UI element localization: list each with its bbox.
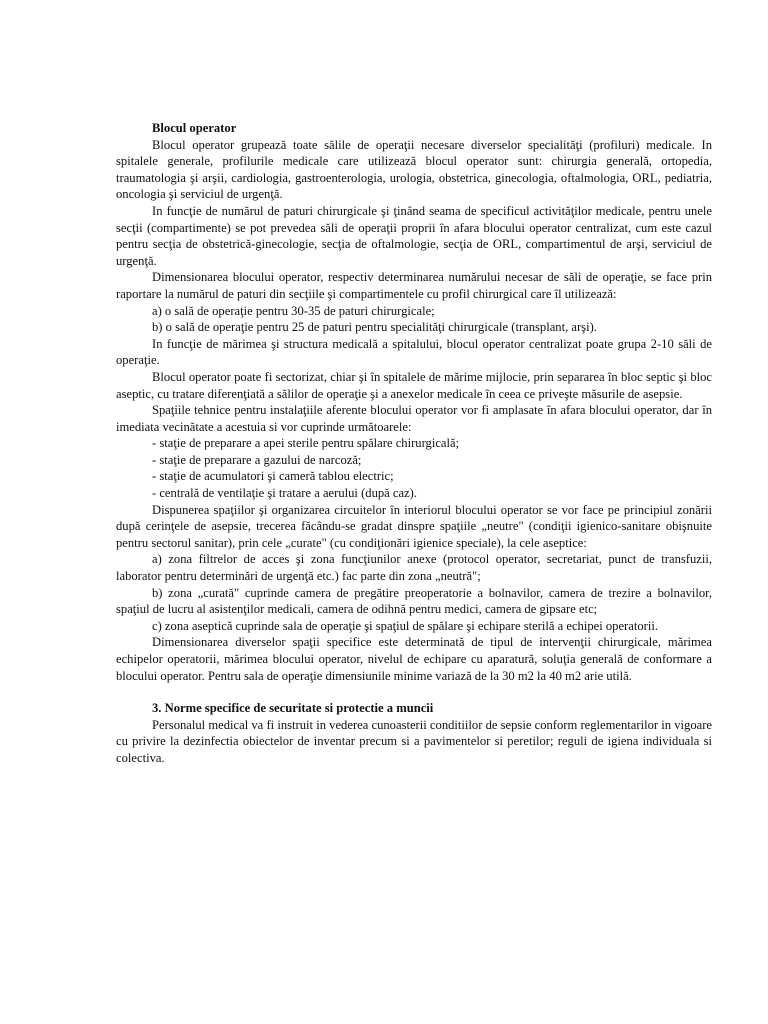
paragraph: Spaţiile tehnice pentru instalaţiile aferente blocului operator vor fi amplasate în afara blocului operator, dar în imediata vecinătate a acestuia si vor cuprinde următoarele:: [116, 403, 712, 434]
section-heading-blocul-operator: Blocul operator: [152, 121, 237, 135]
paragraph: Blocul operator grupează toate sălile de operaţii necesare diverselor specialităţi (profiluri) medicale. In spitalele generale, profilurile medicale care utilizează blocul operator sunt: chirurgia generală, ortopedia, traumatologia şi arşii, cardiologia, gastroenterologia, urologia, obstetrica, ginecologia, oftalmologia, ORL, pediatria, oncologia şi serviciul de urgenţă.: [116, 137, 712, 202]
list-item: - staţie de preparare a gazului de narcoză;: [152, 452, 362, 467]
paragraph: Dimensionarea diverselor spaţii specifice este determinată de tipul de intervenţii chirurgicale, mărimea echipelor operatorii, mărimea blocului operator, nivelul de echipare cu aparatură, soluţia generală de conformare a blocului operator. Pentru sala de operaţie dimensiunile minime variază de la 30 m2 la 40 m2 arie utilă.: [116, 635, 712, 683]
paragraph-item-b: b) zona „curată" cuprinde camera de pregătire preoperatorie a bolnavilor, camera de trezire a bolnavilor, spaţiul de lucru al asistenţilor medicali, camera de odihnă pentru medici, camera de gipsare etc;: [116, 585, 712, 617]
list-item: - centrală de ventilaţie şi tratare a aerului (după caz).: [152, 486, 418, 501]
list-item: - staţie de preparare a apei sterile pentru spălare chirurgicală;: [152, 436, 460, 451]
paragraph: Dispunerea spaţiilor şi organizarea circuitelor în interiorul blocului operator se vor face pe principiul zonării după cerinţele de asepsie, trecerea făcându-se gradat dinspre spaţiile „neutre" (condiţii igienico-sanitare obişnuite pentru sectorul sanitar), prin cele „curate" (cu condiţionări igienice speciale), la cele aseptice:: [116, 502, 712, 550]
paragraph-item-c: c) zona aseptică cuprinde sala de operaţie şi spaţiul de spălare şi echipare sterilă a echipei operatorii.: [152, 618, 658, 633]
paragraph: In funcţie de numărul de paturi chirurgicale şi ţinând seama de specificul activităţilor medicale, pentru unele secţii (compartimente) se pot prevedea săli de operaţii proprii în afara blocului operator centralizat, cum este cazul pentru secţia de obstetrică-ginecologie, secţia de oftalmologie, secţia de ORL, compartimentul de arşi, serviciul de urgenţă.: [116, 203, 712, 268]
paragraph: In funcţie de mărimea şi structura medicală a spitalului, blocul operator centralizat poate grupa 2-10 săli de operaţie.: [116, 336, 712, 368]
paragraph: Dimensionarea blocului operator, respectiv determinarea numărului necesar de săli de operaţie, se face prin raportare la numărul de paturi din secţiile şi compartimentele cu profil chirurgical care îl utilizează:: [116, 270, 712, 301]
paragraph-item-b: b) o sală de operaţie pentru 25 de paturi pentru specialităţi chirurgicale (transplant, arşi).: [152, 320, 597, 335]
paragraph: Blocul operator poate fi sectorizat, chiar şi în spitalele de mărime mijlocie, prin separarea în bloc septic şi bloc aseptic, cu tratare diferenţiată a sălilor de operaţie şi a anexelor medicale în ceea ce priveşte măsurile de asepsie.: [116, 369, 712, 401]
paragraph-item-a: a) o sală de operaţie pentru 30-35 de paturi chirurgicale;: [152, 303, 435, 318]
list-item: - staţie de acumulatori şi cameră tablou electric;: [152, 469, 394, 484]
document-body: [116, 120, 712, 767]
paragraph: Personalul medical va fi instruit in vederea cunoasterii conditiilor de sepsie conform reglementarilor in vigoare cu privire la dezinfectia obiectelor de inventar precum si a pavimentelor si peretilor; reguli de igiena individuala si colectiva.: [116, 717, 712, 765]
section-heading-norme-securitate: 3. Norme specifice de securitate si protectie a muncii: [152, 701, 434, 716]
paragraph-item-a: a) zona filtrelor de acces şi zona funcţiunilor anexe (protocol operator, secretariat, punct de transfuzii, laborator pentru determinări de urgenţă etc.) fac parte din zona „neutră";: [116, 552, 712, 584]
